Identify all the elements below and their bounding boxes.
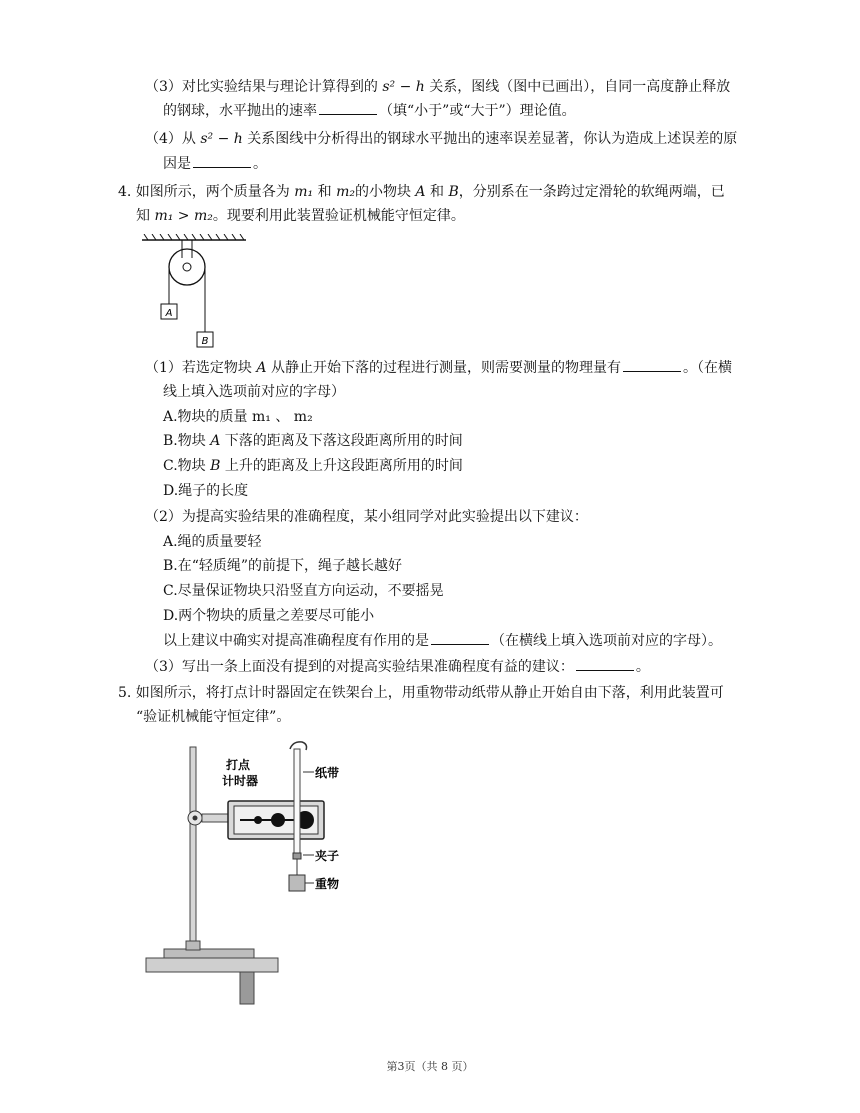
q4-sub2-option-d: D.两个物块的质量之差要尽可能小 — [163, 608, 375, 624]
q4-option-c: C.物块 B 上升的距离及上升这段距离所用的时间 — [163, 458, 463, 474]
svg-text:纸带: 纸带 — [315, 766, 340, 780]
answer-blank[interactable] — [623, 357, 681, 372]
formula: s² − h — [382, 79, 425, 95]
pulley-figure — [140, 234, 250, 354]
pulley-wheel — [169, 249, 205, 285]
q4-sub2-option-c: C.尽量保证物块只沿竖直方向运动，不要摇晃 — [163, 583, 444, 599]
q4-option-d: D.绳子的长度 — [163, 483, 249, 499]
answer-blank[interactable] — [576, 656, 634, 671]
q4-sub2-option-b: B.在“轻质绳”的前提下，绳子越长越好 — [163, 558, 403, 574]
answer-blank[interactable] — [431, 630, 489, 645]
svg-text:重物: 重物 — [315, 877, 340, 891]
q4-sub2-option-a: A.绳的质量要轻 — [163, 534, 262, 550]
q4-option-b: B.物块 A 下落的距离及下落这段距离所用的时间 — [163, 433, 463, 449]
q5-intro-line1: 5. 如图所示，将打点计时器固定在铁架台上，用重物带动纸带从静止开始自由下落，利用此装置可 — [118, 685, 724, 701]
clip — [293, 853, 301, 859]
paper-tape — [294, 749, 300, 859]
q3-part4-line1: （4）从 s² − h 关系图线中分析得出的钢球水平抛出的速率误差显著，你认为造成上述误差的原 — [145, 131, 738, 147]
q4-sub1-line1: （1）若选定物块 A 从静止开始下落的过程进行测量，则需要测量的物理量有 。（在横 — [145, 357, 732, 379]
stand-rod — [190, 747, 196, 947]
svg-text:B: B — [201, 336, 209, 347]
svg-text:打点: 打点 — [226, 758, 251, 772]
table-top — [146, 958, 278, 972]
q3-part4-line2: 因是 。 — [163, 153, 267, 175]
svg-text:夹子: 夹子 — [315, 849, 340, 863]
ticker-timer-figure — [140, 735, 390, 1010]
q5-intro-line2: “验证机械能守恒定律”。 — [136, 709, 291, 725]
q3-part3-line1: （3）对比实验结果与理论计算得到的 s² − h 关系，图线（图中已画出），自同一高度静止释放 — [145, 79, 731, 95]
svg-text:A: A — [165, 308, 173, 319]
svg-text:计时器: 计时器 — [222, 774, 259, 788]
q4-sub2-intro: （2）为提高实验结果的准确程度，某小组同学对此实验提出以下建议： — [145, 509, 588, 525]
formula: s² − h — [200, 131, 243, 147]
answer-blank[interactable] — [193, 153, 251, 168]
q4-sub1-line2: 线上填入选项前对应的字母） — [163, 384, 345, 400]
q4-intro-line2: 知 m₁ > m₂。现要利用此装置验证机械能守恒定律。 — [136, 208, 465, 224]
q4-intro-line1: 4. 如图所示，两个质量各为 m₁ 和 m₂的小物块 A 和 B，分别系在一条跨过定滑轮的软绳两端，已 — [118, 184, 725, 200]
page-footer: 第3页（共 8 页） — [386, 1060, 474, 1073]
q4-sub2-ask: 以上建议中确实对提高准确程度有作用的是 （在横线上填入选项前对应的字母）。 — [163, 630, 722, 652]
q4-sub3: （3）写出一条上面没有提到的对提高实验结果准确程度有益的建议： 。 — [145, 656, 650, 678]
q4-option-a: A.物块的质量 m₁ 、 m₂ — [163, 409, 313, 425]
answer-blank[interactable] — [319, 100, 377, 115]
weight — [289, 875, 305, 891]
q3-part3-line2: 的钢球，水平抛出的速率 （填“小于”或“大于”）理论值。 — [163, 100, 576, 122]
